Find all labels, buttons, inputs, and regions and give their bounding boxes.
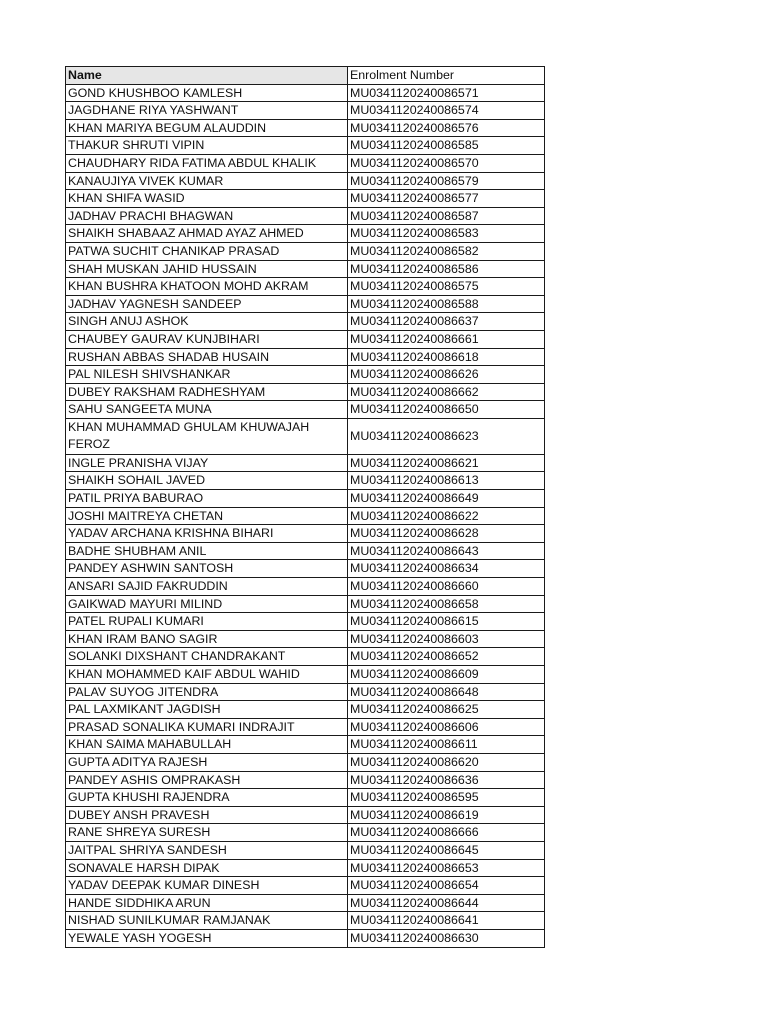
table-row [66,84,545,102]
enrolment-number-cell: MU0341120240086666 [348,824,545,842]
enrolment-number-cell: MU0341120240086626 [348,366,545,384]
student-name-cell: YADAV ARCHANA KRISHNA BIHARI [66,525,348,543]
enrolment-number-cell: MU0341120240086652 [348,648,545,666]
enrolment-number-cell: MU0341120240086630 [348,929,545,947]
student-name-cell: KANAUJIYA VIVEK KUMAR [66,172,348,190]
student-name-cell: GUPTA KHUSHI RAJENDRA [66,789,348,807]
student-name-cell: SHAIKH SHABAAZ AHMAD AYAZ AHMED [66,225,348,243]
student-name-cell: YADAV DEEPAK KUMAR DINESH [66,877,348,895]
student-name-cell: KHAN SAIMA MAHABULLAH [66,736,348,754]
table-row [66,718,545,736]
table-row [66,929,545,947]
enrolment-number-cell: MU0341120240086660 [348,578,545,596]
student-name-cell: HANDE SIDDHIKA ARUN [66,894,348,912]
enrolment-number-cell: MU0341120240086585 [348,137,545,155]
student-name-cell: SINGH ANUJ ASHOK [66,313,348,331]
table-row [66,102,545,120]
table-row [66,560,545,578]
student-name-cell: DUBEY ANSH PRAVESH [66,806,348,824]
enrolment-number-cell: MU0341120240086654 [348,877,545,895]
student-name-cell: DUBEY RAKSHAM RADHESHYAM [66,383,348,401]
enrolment-number-cell: MU0341120240086595 [348,789,545,807]
enrolment-number-cell: MU0341120240086615 [348,613,545,631]
table-row [66,137,545,155]
student-name-cell: GUPTA ADITYA RAJESH [66,753,348,771]
column-header-enrolment: Enrolment Number [348,67,545,85]
enrolment-number-cell: MU0341120240086611 [348,736,545,754]
table-row [66,806,545,824]
table-row [66,242,545,260]
student-name-cell: KHAN BUSHRA KHATOON MOHD AKRAM [66,278,348,296]
student-name-cell: RANE SHREYA SURESH [66,824,348,842]
enrolment-number-cell: MU0341120240086582 [348,242,545,260]
student-name-cell: THAKUR SHRUTI VIPIN [66,137,348,155]
student-name-cell: PALAV SUYOG JITENDRA [66,683,348,701]
student-name-cell: CHAUBEY GAURAV KUNJBIHARI [66,330,348,348]
student-name-cell: ANSARI SAJID FAKRUDDIN [66,578,348,596]
table-row [66,454,545,472]
enrolment-number-cell: MU0341120240086603 [348,630,545,648]
table-row [66,383,545,401]
student-name-cell: PATEL RUPALI KUMARI [66,613,348,631]
header-row [66,67,545,85]
table-row [66,701,545,719]
student-name-cell: KHAN IRAM BANO SAGIR [66,630,348,648]
student-name-cell: KHAN MUHAMMAD GHULAM KHUWAJAH FEROZ [66,418,348,454]
enrolment-number-cell: MU0341120240086622 [348,507,545,525]
table-row [66,119,545,137]
table-row [66,771,545,789]
table-row [66,789,545,807]
enrolment-number-cell: MU0341120240086620 [348,753,545,771]
enrolment-number-cell: MU0341120240086583 [348,225,545,243]
student-name-cell: GOND KHUSHBOO KAMLESH [66,84,348,102]
table-row [66,260,545,278]
enrolment-number-cell: MU0341120240086574 [348,102,545,120]
enrolment-number-cell: MU0341120240086662 [348,383,545,401]
enrolment-number-cell: MU0341120240086576 [348,119,545,137]
enrolment-number-cell: MU0341120240086577 [348,190,545,208]
student-name-cell: GAIKWAD MAYURI MILIND [66,595,348,613]
enrolment-number-cell: MU0341120240086625 [348,701,545,719]
enrolment-number-cell: MU0341120240086650 [348,401,545,419]
student-name-cell: JADHAV YAGNESH SANDEEP [66,295,348,313]
enrolment-number-cell: MU0341120240086571 [348,84,545,102]
student-name-cell: BADHE SHUBHAM ANIL [66,542,348,560]
enrolment-number-cell: MU0341120240086641 [348,912,545,930]
table-row [66,507,545,525]
table-row [66,418,545,454]
student-name-cell: JAITPAL SHRIYA SANDESH [66,841,348,859]
enrolment-number-cell: MU0341120240086587 [348,207,545,225]
table-row [66,894,545,912]
student-name-cell: PRASAD SONALIKA KUMARI INDRAJIT [66,718,348,736]
table-row [66,613,545,631]
student-name-cell: PAL NILESH SHIVSHANKAR [66,366,348,384]
table-row [66,278,545,296]
table-row [66,666,545,684]
student-name-cell: SOLANKI DIXSHANT CHANDRAKANT [66,648,348,666]
enrolment-number-cell: MU0341120240086658 [348,595,545,613]
table-row [66,578,545,596]
student-name-cell: RUSHAN ABBAS SHADAB HUSAIN [66,348,348,366]
table-row [66,912,545,930]
column-header-name: Name [66,67,348,85]
enrolment-number-cell: MU0341120240086579 [348,172,545,190]
enrolment-number-cell: MU0341120240086653 [348,859,545,877]
enrolment-number-cell: MU0341120240086648 [348,683,545,701]
table-row [66,630,545,648]
enrolment-number-cell: MU0341120240086570 [348,154,545,172]
table-row [66,401,545,419]
student-name-cell: CHAUDHARY RIDA FATIMA ABDUL KHALIK [66,154,348,172]
student-name-cell: PAL LAXMIKANT JAGDISH [66,701,348,719]
enrolment-number-cell: MU0341120240086588 [348,295,545,313]
student-name-cell: PATIL PRIYA BABURAO [66,490,348,508]
student-name-cell: SAHU SANGEETA MUNA [66,401,348,419]
enrolment-number-cell: MU0341120240086586 [348,260,545,278]
table-row [66,490,545,508]
student-name-cell: KHAN MOHAMMED KAIF ABDUL WAHID [66,666,348,684]
enrolment-number-cell: MU0341120240086575 [348,278,545,296]
table-row [66,313,545,331]
student-name-cell: SHAIKH SOHAIL JAVED [66,472,348,490]
enrolment-number-cell: MU0341120240086634 [348,560,545,578]
enrolment-number-cell: MU0341120240086643 [348,542,545,560]
table-row [66,295,545,313]
student-name-cell: SHAH MUSKAN JAHID HUSSAIN [66,260,348,278]
table-row [66,753,545,771]
table-row [66,207,545,225]
table-row [66,366,545,384]
enrolment-number-cell: MU0341120240086661 [348,330,545,348]
enrolment-number-cell: MU0341120240086636 [348,771,545,789]
enrolment-number-cell: MU0341120240086628 [348,525,545,543]
table-row [66,683,545,701]
table-row [66,859,545,877]
table-body [66,84,545,947]
student-name-cell: NISHAD SUNILKUMAR RAMJANAK [66,912,348,930]
enrolment-number-cell: MU0341120240086609 [348,666,545,684]
table-row [66,154,545,172]
student-name-cell: KHAN SHIFA WASID [66,190,348,208]
enrolment-number-cell: MU0341120240086606 [348,718,545,736]
student-name-cell: SONAVALE HARSH DIPAK [66,859,348,877]
enrolment-number-cell: MU0341120240086645 [348,841,545,859]
enrolment-number-cell: MU0341120240086649 [348,490,545,508]
table-row [66,841,545,859]
student-name-cell: KHAN MARIYA BEGUM ALAUDDIN [66,119,348,137]
table-row [66,330,545,348]
enrolment-number-cell: MU0341120240086613 [348,472,545,490]
student-name-cell: YEWALE YASH YOGESH [66,929,348,947]
table-row [66,472,545,490]
enrolment-number-cell: MU0341120240086619 [348,806,545,824]
enrolment-number-cell: MU0341120240086637 [348,313,545,331]
table-row [66,190,545,208]
table-row [66,172,545,190]
student-name-cell: JAGDHANE RIYA YASHWANT [66,102,348,120]
table-row [66,824,545,842]
student-name-cell: PANDEY ASHWIN SANTOSH [66,560,348,578]
table-row [66,225,545,243]
enrolment-number-cell: MU0341120240086618 [348,348,545,366]
enrolment-table [65,66,545,948]
student-name-cell: JOSHI MAITREYA CHETAN [66,507,348,525]
enrolment-number-cell: MU0341120240086623 [348,418,545,454]
table-row [66,348,545,366]
table-row [66,877,545,895]
table-row [66,595,545,613]
table-row [66,736,545,754]
table-row [66,648,545,666]
student-name-cell: JADHAV PRACHI BHAGWAN [66,207,348,225]
enrolment-number-cell: MU0341120240086621 [348,454,545,472]
table-row [66,525,545,543]
student-name-cell: PANDEY ASHIS OMPRAKASH [66,771,348,789]
student-name-cell: PATWA SUCHIT CHANIKAP PRASAD [66,242,348,260]
student-name-cell: INGLE PRANISHA VIJAY [66,454,348,472]
table-row [66,542,545,560]
enrolment-number-cell: MU0341120240086644 [348,894,545,912]
